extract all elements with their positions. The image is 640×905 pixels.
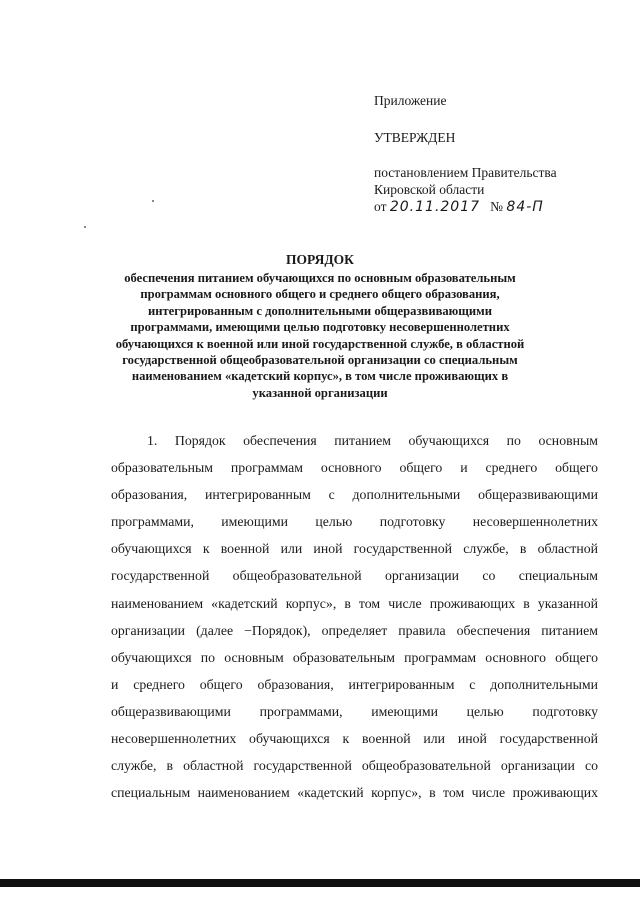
handwritten-date: 20.11.2017 [389,199,481,215]
paragraph-line: программами, имеющими целью подготовку несовершеннолетних [111,514,598,530]
paragraph-line: специальным наименованием «кадетский корпус», в том числе проживающих [111,785,598,801]
paragraph-line: обучающихся по основным образовательным программам основного общего [111,649,598,665]
subtitle-line: государственной общеобразовательной организации со специальным [122,353,518,368]
subtitle-line: обеспечения питанием обучающихся по основным образовательным [124,271,516,285]
paragraph-line: образования, интегрированным с дополнительными общеразвивающими [111,487,598,503]
subtitle-line: программами, имеющими целью подготовку несовершеннолетних [130,320,510,335]
paragraph-line: государственной общеобразовательной организации со специальным [111,568,598,584]
scan-bottom-edge [0,879,640,887]
subtitle-line: интегрированным с дополнительными общеразвивающими [147,303,493,318]
date-line [374,198,614,216]
paragraph-line: несовершеннолетних обучающихся к военной или иной государственной [111,731,598,747]
approved-label: УТВЕРЖДЕН [374,130,456,145]
paragraph-line: наименованием «кадетский корпус», в том числе проживающих в указанной [111,595,598,611]
scan-speck [84,226,86,228]
paragraph-line: и среднего общего образования, интегрированным с дополнительными [111,676,598,692]
handwritten-number: 84-П [506,199,544,215]
paragraph-1 [111,427,598,806]
paragraph-line: общеразвивающими программами, имеющими целью подготовку [111,703,598,719]
paragraph-line: образовательным программам основного общего и среднего общего [111,460,598,476]
paragraph-line: организации (далее −Порядок), определяет правила обеспечения питанием [111,622,598,638]
resolution-text: постановлением Правительства Кировской области [374,165,557,197]
paragraph-line: службе, в областной государственной общеобразовательной организации со [111,758,598,774]
document-title: ПОРЯДОК [286,252,354,267]
subtitle-line: обучающихся к военной или иной государственной службе, в областной [115,336,525,351]
appendix-label: Приложение [374,93,447,108]
paragraph-line: обучающихся к военной или иной государственной службе, в областной [111,541,598,557]
number-prefix: № [490,199,504,214]
subtitle-line: наименованием «кадетский корпус», в том числе проживающих в [131,369,509,384]
scan-speck [152,200,154,202]
appendix-header [374,92,614,216]
paragraph-line: 1. Порядок обеспечения питанием обучающихся по основным [147,433,598,448]
subtitle-line: программам основного общего и среднего общего образования, [140,287,500,302]
date-prefix: от [374,199,387,214]
subtitle-line: указанной организации [252,385,388,400]
document-subtitle [110,270,530,401]
